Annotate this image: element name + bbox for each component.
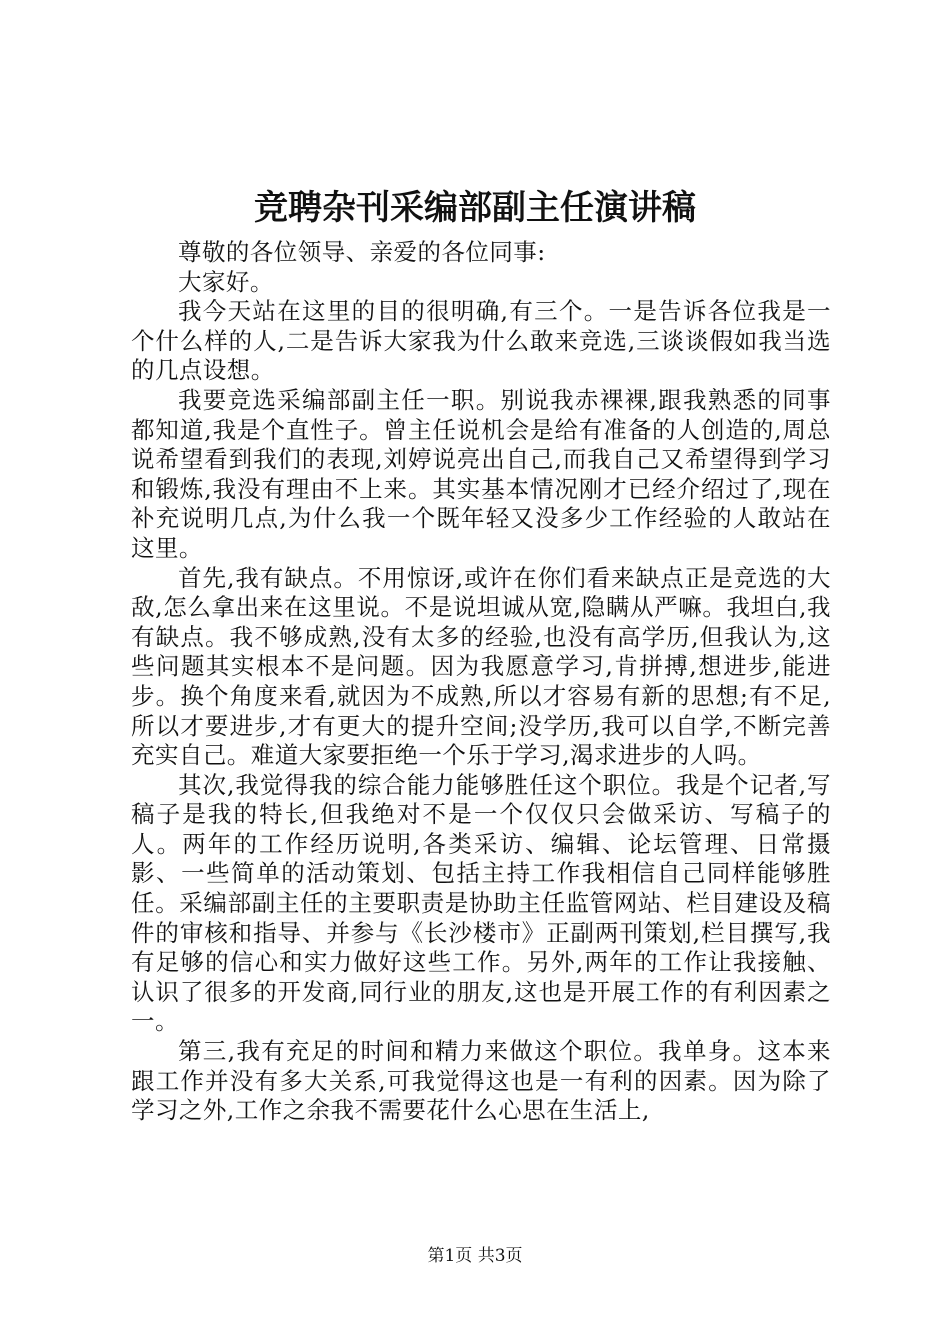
paragraph: 第三,我有充足的时间和精力来做这个职位。我单身。这本来跟工作并没有多大关系,可我觉得这也是一有利的因素。因为除了学习之外,工作之余我不需要花什么心思在生活上, [131, 1037, 831, 1125]
page-footer: 第1页 共3页 [427, 1246, 523, 1266]
paragraph: 尊敬的各位领导、亲爱的各位同事: [178, 238, 546, 266]
document-body [131, 238, 831, 1126]
paragraph: 其次,我觉得我的综合能力能够胜任这个职位。我是个记者,写稿子是我的特长,但我绝对不是一个仅仅只会做采访、写稿子的人。两年的工作经历说明,各类采访、编辑、论坛管理、日常摄影、一些简单的活动策划、包括主持工作我相信自己同样能够胜任。采编部副主任的主要职责是协助主任监管网站、栏目建设及稿件的审核和指导、并参与《长沙楼市》正副两刊策划,栏目撰写,我有足够的信心和实力做好这些工作。另外,两年的工作让我接触、认识了很多的开发商,同行业的朋友,这也是开展工作的有利因素之一。 [131, 770, 831, 1036]
document-title: 竞聘杂刊采编部副主任演讲稿 [254, 188, 696, 228]
paragraph: 我今天站在这里的目的很明确,有三个。一是告诉各位我是一个什么样的人,二是告诉大家我为什么敢来竞选,三谈谈假如我当选的几点设想。 [131, 297, 831, 385]
paragraph: 大家好。 [178, 267, 274, 296]
paragraph: 我要竞选采编部副主任一职。别说我赤裸裸,跟我熟悉的同事都知道,我是个直性子。曾主任说机会是给有准备的人创造的,周总说希望看到我们的表现,刘婷说亮出自己,而我自己又希望得到学习和锻炼,我没有理由不上来。其实基本情况刚才已经介绍过了,现在补充说明几点,为什么我一个既年轻又没多少工作经验的人敢站在这里。 [131, 385, 831, 562]
paragraph: 首先,我有缺点。不用惊讶,或许在你们看来缺点正是竞选的大敌,怎么拿出来在这里说。不是说坦诚从宽,隐瞒从严嘛。我坦白,我有缺点。我不够成熟,没有太多的经验,也没有高学历,但我认为,这些问题其实根本不是问题。因为我愿意学习,肯拼搏,想进步,能进步。换个角度来看,就因为不成熟,所以才容易有新的思想;有不足,所以才要进步,才有更大的提升空间;没学历,我可以自学,不断完善充实自己。难道大家要拒绝一个乐于学习,渴求进步的人吗。 [131, 563, 831, 770]
